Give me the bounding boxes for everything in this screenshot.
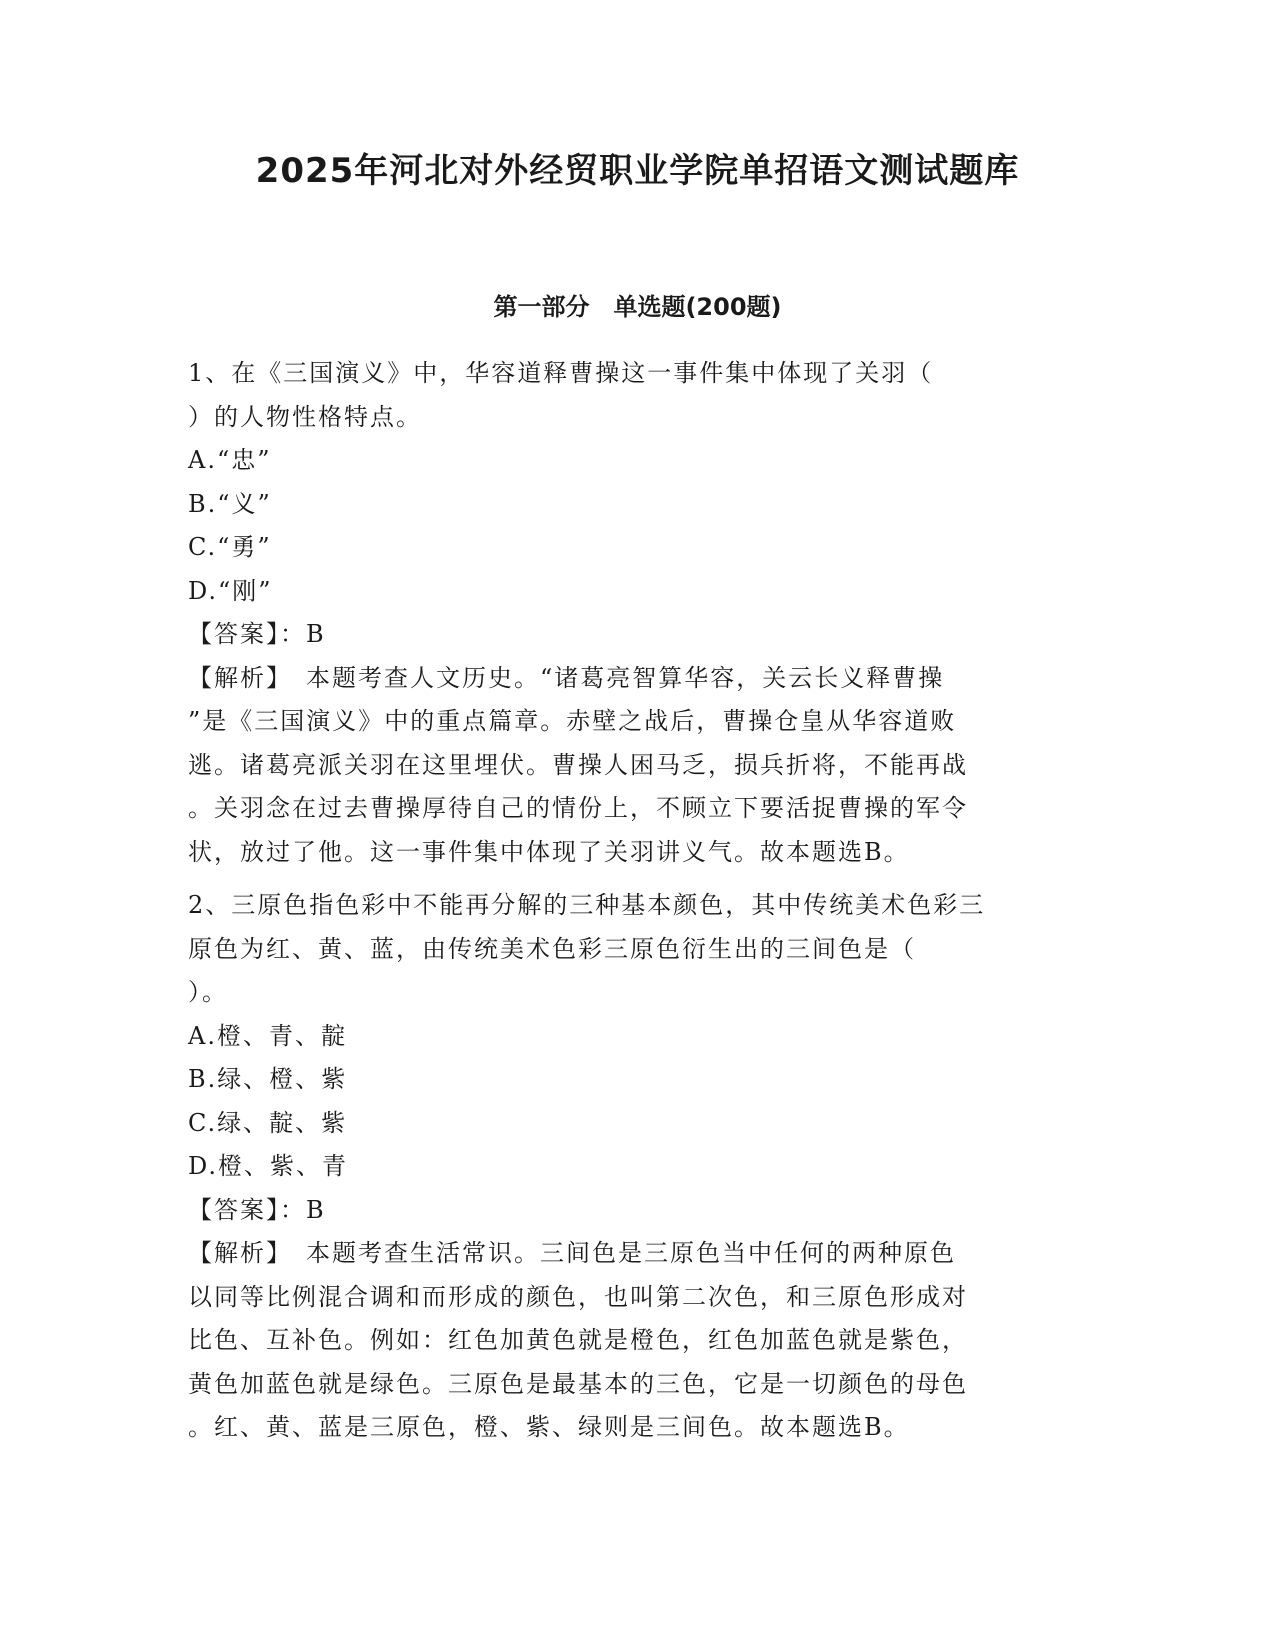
explanation-line: 。关羽念在过去曹操厚待自己的情份上，不顾立下要活捉曹操的军令 <box>188 794 968 822</box>
option-a: A.“忠” <box>188 446 272 474</box>
explanation-line: 逃。诸葛亮派关羽在这里埋伏。曹操人困马乏，损兵折将，不能再战 <box>188 750 968 779</box>
explanation-line: ”是《三国演义》中的重点篇章。赤壁之战后，曹操仓皇从华容道败 <box>188 707 957 735</box>
option-d: D.“刚” <box>188 576 273 605</box>
question-stem-line: ）的人物性格特点。 <box>188 402 422 431</box>
option-b: B.绿、橙、紫 <box>188 1065 348 1093</box>
section-title: 第一部分 单选题(200题) <box>493 293 782 321</box>
question-stem-line: 1、在《三国演义》中，华容道释曹操这一事件集中体现了关羽（ <box>188 359 934 387</box>
option-c: C.“勇” <box>188 533 272 561</box>
document-title: 2025年河北对外经贸职业学院单招语文测试题库 <box>255 151 1020 191</box>
explanation-line: 本题考查生活常识。三间色是三原色当中任何的两种原色 <box>306 1239 956 1267</box>
explanation-line: 比色、互补色。例如：红色加黄色就是橙色，红色加蓝色就是紫色， <box>188 1326 968 1354</box>
answer-label: 【答案】： <box>188 1195 306 1224</box>
explanation-line: 黄色加蓝色就是绿色。三原色是最基本的三色，它是一切颜色的母色 <box>188 1369 968 1398</box>
explanation-line: 本题考查人文历史。“诸葛亮智算华容，关云长义释曹操 <box>306 663 945 692</box>
option-d: D.橙、紫、青 <box>188 1152 349 1180</box>
explanation-line: 以同等比例混合调和而形成的颜色，也叫第二次色，和三原色形成对 <box>188 1282 968 1311</box>
explanation-line: 。红、黄、蓝是三原色，橙、紫、绿则是三间色。故本题选B。 <box>188 1413 910 1441</box>
option-b: B.“义” <box>188 489 272 518</box>
question-stem-line: 2、三原色指色彩中不能再分解的三种基本颜色，其中传统美术色彩三 <box>188 891 986 919</box>
explanation-line: 状，放过了他。这一事件集中体现了关羽讲义气。故本题选B。 <box>188 837 910 866</box>
explanation-label: 【解析】 <box>188 663 306 692</box>
question-list <box>188 352 1088 1460</box>
explanation-row <box>188 657 1088 701</box>
question-2 <box>188 884 1088 1450</box>
answer-label: 【答案】： <box>188 620 306 648</box>
answer-row <box>188 613 1088 657</box>
explanation-label: 【解析】 <box>188 1239 306 1267</box>
question-stem-line: 原色为红、黄、蓝，由传统美术色彩三原色衍生出的三间色是（ <box>188 934 916 963</box>
question-stem-line: ）。 <box>188 978 228 1006</box>
option-c: C.绿、靛、紫 <box>188 1108 348 1137</box>
answer-value: B <box>306 620 326 648</box>
question-1 <box>188 352 1088 874</box>
option-a: A.橙、青、靛 <box>188 1021 347 1050</box>
answer-row <box>188 1189 1088 1233</box>
answer-value: B <box>306 1195 326 1224</box>
explanation-row <box>188 1232 1088 1276</box>
